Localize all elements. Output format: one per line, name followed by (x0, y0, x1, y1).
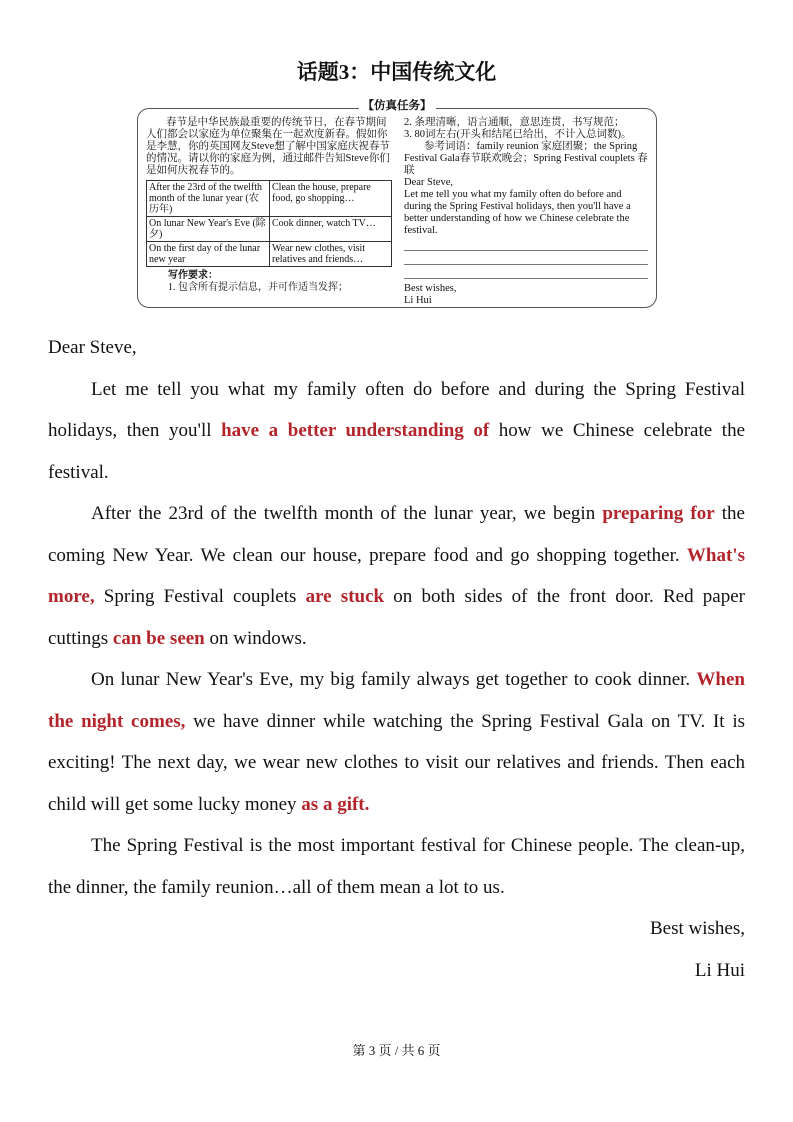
highlight-phrase: have a better understanding of (221, 420, 490, 441)
requirement-2: 2. 条理清晰，语言通顺，意思连贯，书写规范； (404, 117, 625, 128)
highlight-phrase: as a gift. (301, 793, 370, 815)
letter-signature: Li Hui (694, 959, 745, 981)
paragraph-2: After the 23rd of the twelfth month of the lunar year, we begin preparing for the coming New Year. We clean our house, prepare food and go shopping together. What's more, Spring Festival couplets are stuck on both sides of the front door. Red paper cuttings can be seen on windows. (48, 503, 745, 649)
task-intro: 春节是中华民族最重要的传统节日，在春节期间人们都会以家庭为单位聚集在一起欢度新春。假如你是李慧，你的英国网友Steve想了解中国家庭庆祝春节的情况。请以你的家庭为例，通过邮件告知Steve你们是如何庆祝春节的。 (146, 117, 390, 176)
highlight-phrase: are stuck (305, 586, 385, 607)
highlight-phrase: When the night comes, (48, 669, 745, 732)
requirements: 写作要求： 1. 包含所有提示信息，并可作适当发挥； (168, 270, 348, 293)
letter-greeting: Dear Steve, (48, 337, 137, 358)
table-row: On the first day of the lunar new year Wear new clothes, visit relatives and friends… (147, 242, 392, 267)
highlight-phrase: preparing for (602, 503, 715, 524)
requirement-3: 3. 80词左右(开头和结尾已给出，不计入总词数)。 (404, 129, 632, 140)
paragraph-4: The Spring Festival is the most important festival for Chinese people. The clean-up, the dinner, the family reunion…all of them mean a lot to us. (48, 835, 745, 898)
paragraph-1: Let me tell you what my family often do before and during the Spring Festival holidays, then you'll have a better understanding of how we Chinese celebrate the festival. (48, 378, 745, 483)
task-table (146, 180, 392, 267)
task-right-column (404, 117, 648, 307)
task-heading: 【仿真任务】 (138, 100, 656, 112)
task-left-column (146, 117, 394, 294)
letter-closing: Best wishes, (650, 918, 745, 939)
reference-words: 参考词语：family reunion 家庭团聚；the Spring Festival Gala春节联欢晚会；Spring Festival couplets 春联 (404, 141, 648, 176)
page-title: 话题3：中国传统文化 (296, 60, 497, 84)
writing-lines (404, 237, 648, 279)
task-sign: Li Hui (404, 295, 432, 306)
task-greeting: Dear Steve, (404, 177, 453, 188)
task-closing: Best wishes, (404, 283, 457, 294)
highlight-phrase: What's more, (48, 544, 745, 607)
task-box (137, 100, 657, 308)
table-row: On lunar New Year's Eve (除夕) Cook dinner, watch TV… (147, 217, 392, 242)
paragraph-3: On lunar New Year's Eve, my big family always get together to cook dinner. When the night comes, we have dinner while watching the Spring Festival Gala on TV. It is exciting! The next day, we wear new clothes to visit our relatives and friends. Then each child will get some lucky money as a gift. (48, 669, 745, 815)
letter-body (48, 327, 745, 991)
task-letter-start: Let me tell you what my family often do before and during the Spring Festival holidays, then you'll have a better understanding of how we Chinese celebrate the festival. (404, 189, 631, 236)
table-row: After the 23rd of the twelfth month of the lunar year (农历年) Clean the house, prepare food, go shopping… (147, 181, 392, 217)
highlight-phrase: can be seen (112, 627, 205, 649)
page-footer: 第 3 页 / 共 6 页 (352, 1043, 441, 1058)
